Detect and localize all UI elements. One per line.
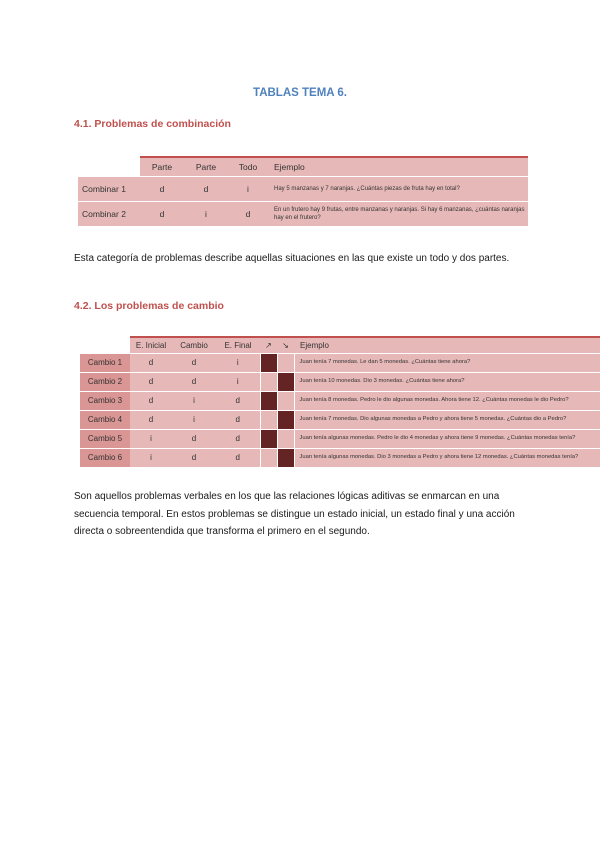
header-parte-2: Parte [184,157,228,176]
cell-value: i [184,201,228,226]
header-cambio: Cambio [172,337,216,353]
cell-value: d [140,176,184,201]
row-label: Combinar 2 [78,201,140,226]
empty-marker [260,372,277,391]
cell-value: d [172,448,216,467]
cell-value: d [140,201,184,226]
cell-value: d [172,429,216,448]
empty-marker [277,429,294,448]
empty-marker [277,353,294,372]
cell-value: d [130,391,172,410]
table-row [80,429,600,448]
arrow-up-right-icon: ↗ [260,337,277,353]
page-title: TABLAS TEMA 6. [253,87,347,99]
table-row [78,176,528,201]
row-label: Cambio 6 [80,448,130,467]
cell-value: d [130,372,172,391]
cell-example: Juan tenía 8 monedas. Pedro le dio algunas monedas. Ahora tiene 12. ¿Cuántas monedas le dio Pedro? [294,391,600,410]
cell-example: Hay 5 manzanas y 7 naranjas. ¿Cuántas piezas de fruta hay en total? [268,176,528,201]
cell-value: i [228,176,268,201]
empty-marker [277,391,294,410]
section-heading-combinacion: 4.1. Problemas de combinación [74,118,231,130]
table-row [78,201,528,226]
header-blank [78,157,140,176]
table-combinacion [78,156,528,226]
table-row [80,391,600,410]
decrease-marker [277,410,294,429]
table-header-row [78,157,528,176]
cell-example: Juan tenía 7 monedas. Dio algunas monedas a Pedro y ahora tiene 5 monedas. ¿Cuántas dio a Pedro? [294,410,600,429]
cell-value: i [172,391,216,410]
cell-value: i [172,410,216,429]
arrow-down-right-icon: ↘ [277,337,294,353]
header-estado-final: E. Final [216,337,260,353]
cell-value: i [216,372,260,391]
decrease-marker [277,372,294,391]
table-row [80,353,600,372]
table-row [80,410,600,429]
empty-marker [260,448,277,467]
cell-example: Juan tenía algunas monedas. Dio 3 monedas a Pedro y ahora tiene 12 monedas. ¿Cuántas monedas tenía? [294,448,600,467]
row-label: Cambio 1 [80,353,130,372]
cell-value: d [130,410,172,429]
cell-value: d [216,429,260,448]
cell-value: d [172,353,216,372]
paragraph-combinacion: Esta categoría de problemas describe aquellas situaciones en las que existe un todo y dos partes. [74,253,510,264]
row-label: Cambio 4 [80,410,130,429]
cell-value: i [130,448,172,467]
cell-value: d [216,391,260,410]
cell-example: Juan tenía 10 monedas. Dio 3 monedas. ¿Cuántas tiene ahora? [294,372,600,391]
increase-marker [260,353,277,372]
table-cambio [80,336,600,467]
row-label: Combinar 1 [78,176,140,201]
cell-value: d [216,448,260,467]
cell-value: d [172,372,216,391]
empty-marker [260,410,277,429]
header-ejemplo: Ejemplo [294,337,600,353]
cell-value: d [216,410,260,429]
cell-value: d [228,201,268,226]
cell-value: d [130,353,172,372]
header-estado-inicial: E. Inicial [130,337,172,353]
header-todo: Todo [228,157,268,176]
row-label: Cambio 5 [80,429,130,448]
table-header-row [80,337,600,353]
cell-value: i [216,353,260,372]
increase-marker [260,391,277,410]
row-label: Cambio 3 [80,391,130,410]
table-row [80,372,600,391]
table-row [80,448,600,467]
cell-example: Juan tenía 7 monedas. Le dan 5 monedas. ¿Cuántas tiene ahora? [294,353,600,372]
cell-example: En un frutero hay 9 frutas, entre manzanas y naranjas. Si hay 6 manzanas, ¿cuántas naranjas hay en el frutero? [268,201,528,226]
paragraph-cambio: Son aquellos problemas verbales en los que las relaciones lógicas aditivas se enmarcan en una secuencia temporal. En estos problemas se distingue un estado inicial, un estado final y una acción directa o sobreentendida que transforma el primero en el segundo. [74,491,515,537]
header-parte-1: Parte [140,157,184,176]
header-ejemplo: Ejemplo [268,157,528,176]
cell-example: Juan tenía algunas monedas. Pedro le dio 4 monedas y ahora tiene 9 monedas. ¿Cuántas monedas tenía? [294,429,600,448]
section-heading-cambio: 4.2. Los problemas de cambio [74,300,224,312]
increase-marker [260,429,277,448]
header-blank [80,337,130,353]
decrease-marker [277,448,294,467]
cell-value: d [184,176,228,201]
cell-value: i [130,429,172,448]
row-label: Cambio 2 [80,372,130,391]
